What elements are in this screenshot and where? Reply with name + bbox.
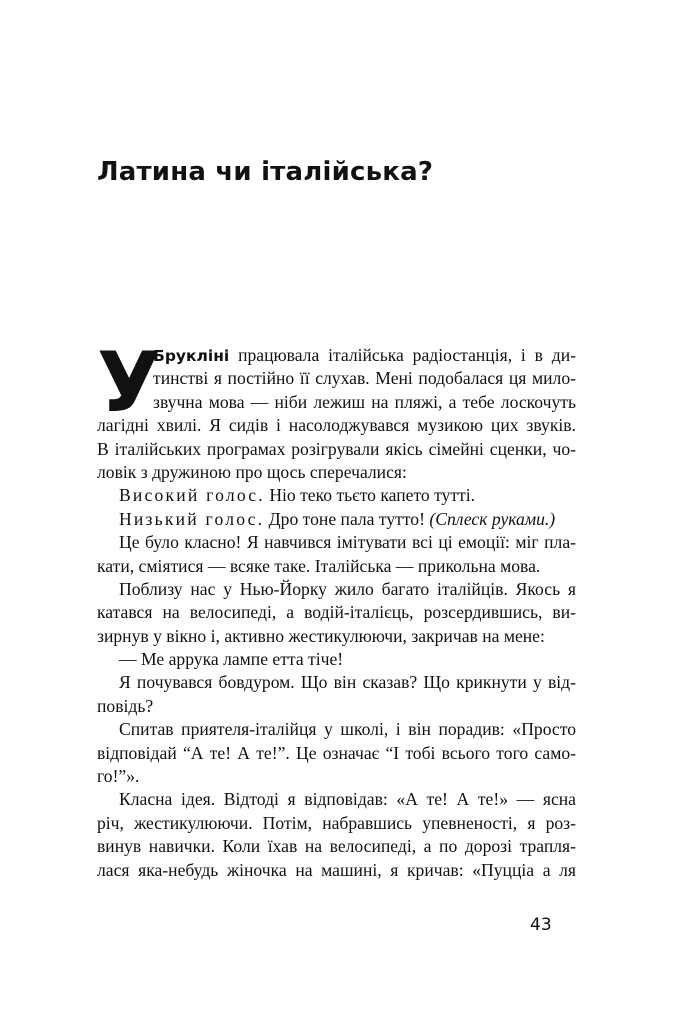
chapter-title: Латина чи італійська? bbox=[97, 157, 434, 187]
text-line: го!”». bbox=[97, 766, 140, 787]
text-line: кати, сміятися — всяке таке. Італійська — прикольна мова. bbox=[97, 555, 541, 576]
text-line: повідь? bbox=[97, 695, 154, 716]
text-line: Спитав приятеля-італійця у школі, і він порадив: «Просто bbox=[119, 719, 576, 740]
text-line: лагідні хвилі. Я сидів і насолоджувався музикою цих звуків. bbox=[97, 415, 576, 436]
text-line: ловік з дружиною про щось сперечалися: bbox=[97, 461, 407, 482]
text-line: Це було класно! Я навчився імітувати всі ці емоції: міг пла- bbox=[119, 532, 576, 553]
text-line: лася яка-небудь жіночка на машині, я кричав: «Пуцціа а ля bbox=[97, 859, 576, 880]
shout-line: — Ме аррука лампе етта тіче! bbox=[119, 649, 344, 670]
dialogue-line bbox=[97, 484, 576, 507]
text-line: Класна ідея. Відтоді я відповідав: «А те! А те!» — ясна bbox=[119, 789, 576, 810]
text-line: В італійських програмах розігрували якісь сімейні сценки, чо- bbox=[97, 438, 576, 459]
text-line: катався на велосипеді, а водій-італієць, розсердившись, ви- bbox=[97, 602, 576, 623]
text-line: тинстві я постійно її слухав. Мені подобалася ця мило- bbox=[153, 368, 576, 389]
dialogue-line bbox=[97, 508, 576, 531]
speech-text: Ніо теко тьєто капето тутті. bbox=[269, 485, 476, 506]
speaker-label: Високий голос. bbox=[119, 485, 265, 506]
speaker-label: Низький голос. bbox=[119, 508, 265, 529]
drop-cap: У bbox=[97, 334, 161, 431]
lead-word: Брукліні bbox=[153, 347, 230, 365]
text-line: відповідай “А те! А те!”. Це означає “І тобі всього того само- bbox=[97, 742, 576, 763]
text-line: річ, жестикулюючи. Потім, набравшись упевненості, я роз- bbox=[97, 812, 576, 833]
text-line bbox=[97, 344, 576, 367]
text-line-content: працювала італійська радіостанція, і в ди- bbox=[238, 345, 576, 365]
text-line: Я почувався бовдуром. Що він сказав? Що крикнути у від- bbox=[119, 672, 576, 693]
speech-text: Дро тоне пала тутто! bbox=[268, 508, 425, 529]
text-line: звучна мова — ніби лежиш на пляжі, а тебе лоскочуть bbox=[153, 391, 576, 412]
stage-direction: (Сплеск руками.) bbox=[429, 508, 556, 529]
text-line: винув навички. Коли їхав на велосипеді, а по дорозі трапля- bbox=[97, 836, 576, 857]
page-number: 43 bbox=[530, 915, 552, 935]
body-text bbox=[97, 334, 576, 882]
text-line: зирнув у вікно і, активно жестикулюючи, закричав на мене: bbox=[97, 625, 545, 646]
text-line: Поблизу нас у Нью-Йорку жило багато італійців. Якось я bbox=[119, 578, 576, 599]
